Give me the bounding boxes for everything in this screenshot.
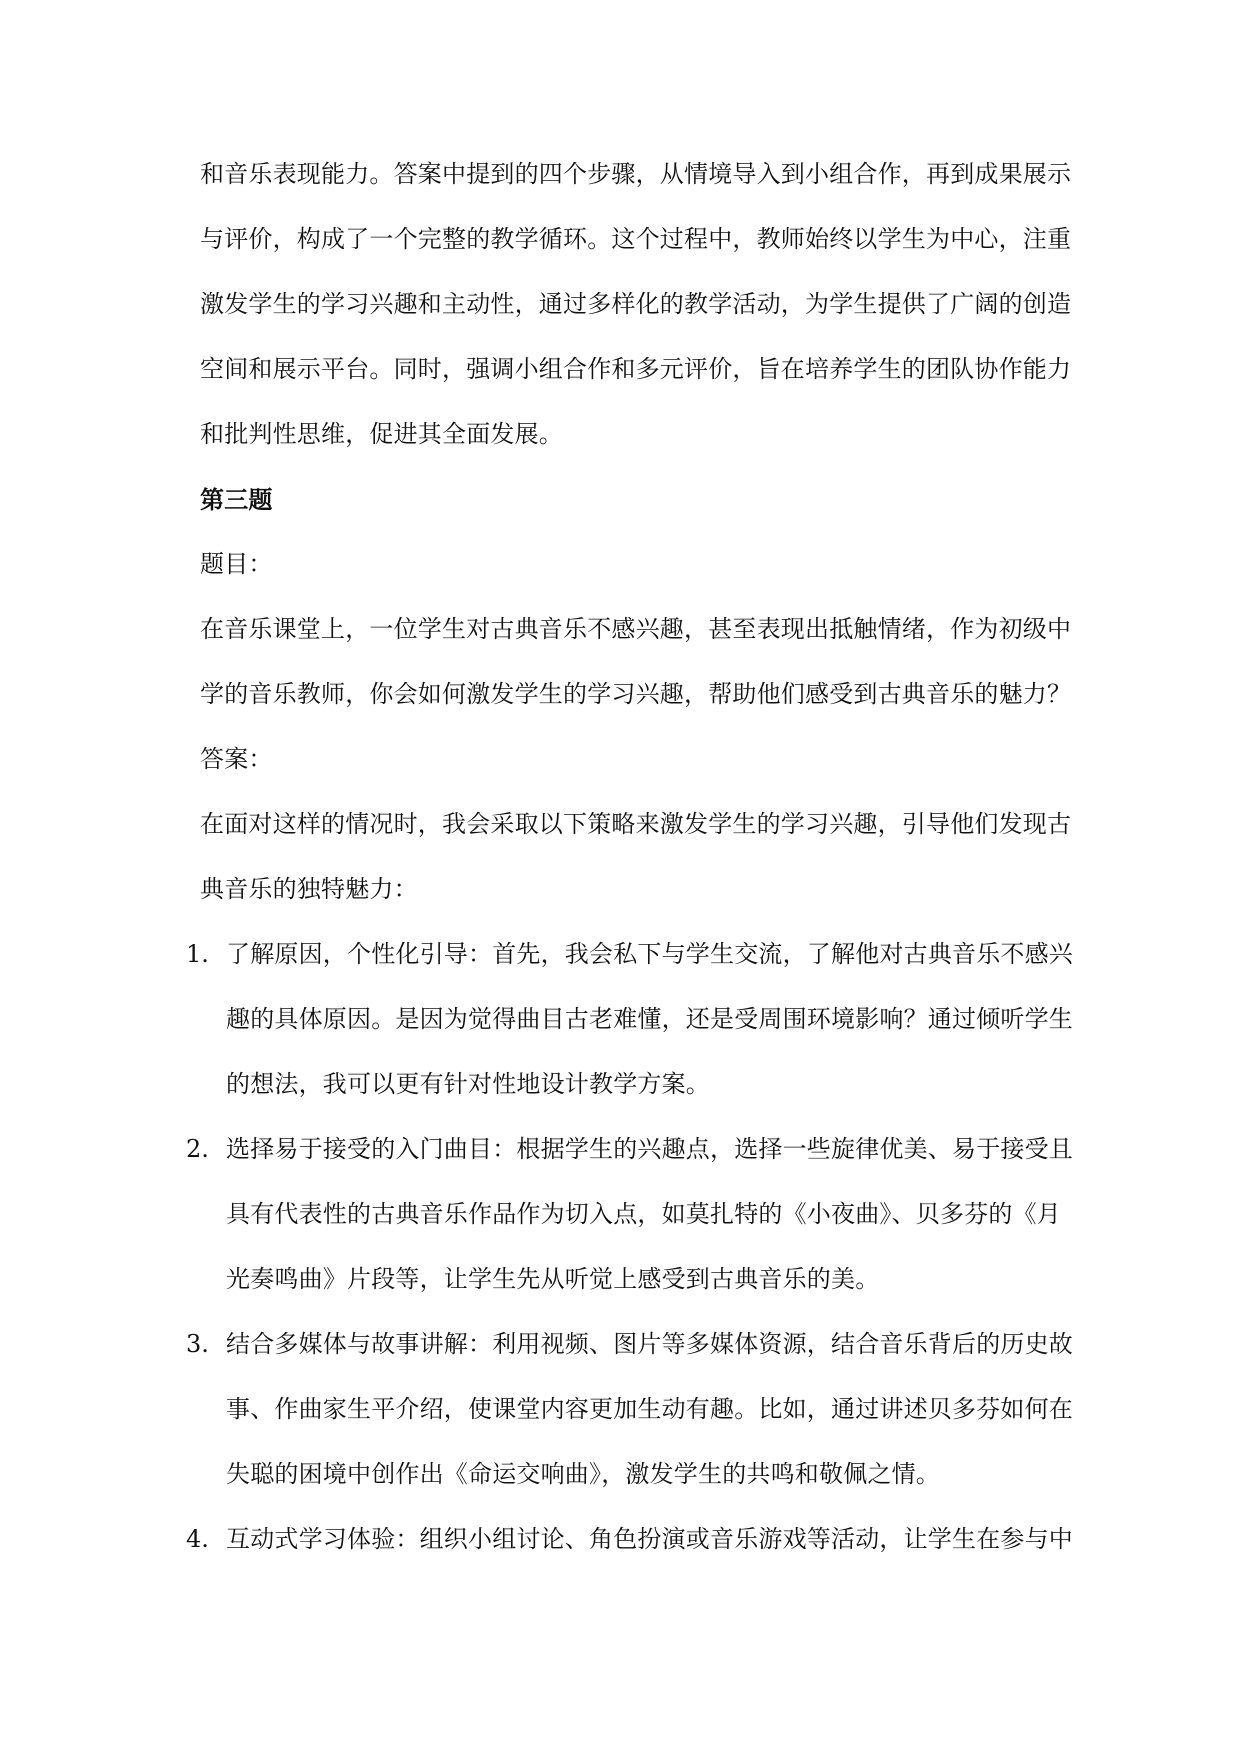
text-line: 具有代表性的古典音乐作品作为切入点，如莫扎特的《小夜曲》、贝多芬的《月: [226, 1200, 1061, 1228]
answer-intro-paragraph: [200, 792, 1080, 922]
text-line: 失聪的困境中创作出《命运交响曲》，激发学生的共鸣和敬佩之情。: [226, 1460, 940, 1488]
list-item: [186, 922, 1080, 1117]
list-item-number: 4.: [186, 1525, 209, 1553]
text-line: 的想法，我可以更有针对性地设计教学方案。: [226, 1070, 710, 1098]
list-item: [186, 1507, 1080, 1572]
strategy-list: [186, 922, 1080, 1572]
text-line: 和音乐表现能力。答案中提到的四个步骤，从情境导入到小组合作，再到成果展示: [200, 160, 1072, 188]
text-line: 学的音乐教师，你会如何激发学生的学习兴趣，帮助他们感受到古典音乐的魅力？: [200, 680, 1072, 708]
text-line: 了解原因，个性化引导：首先，我会私下与学生交流，了解他对古典音乐不感兴: [226, 940, 1073, 968]
text-line: 结合多媒体与故事讲解：利用视频、图片等多媒体资源，结合音乐背后的历史故: [226, 1330, 1073, 1358]
text-line: 激发学生的学习兴趣和主动性，通过多样化的教学活动，为学生提供了广阔的创造: [200, 290, 1072, 318]
list-item: [186, 1117, 1080, 1312]
section-title: 第三题: [200, 485, 273, 514]
text-line: 在音乐课堂上，一位学生对古典音乐不感兴趣，甚至表现出抵触情绪，作为初级中: [200, 615, 1072, 643]
text-line: 趣的具体原因。是因为觉得曲目古老难懂，还是受周围环境影响？通过倾听学生: [226, 1005, 1073, 1033]
question-paragraph: [200, 597, 1080, 727]
text-line: 在面对这样的情况时，我会采取以下策略来激发学生的学习兴趣，引导他们发现古: [200, 810, 1072, 838]
answer-label: 答案：: [200, 745, 273, 773]
list-item: [186, 1312, 1080, 1507]
text-line: 选择易于接受的入门曲目：根据学生的兴趣点，选择一些旋律优美、易于接受且: [226, 1135, 1073, 1163]
list-item-number: 2.: [186, 1135, 209, 1163]
list-item-number: 3.: [186, 1330, 209, 1358]
intro-paragraph: [200, 142, 1080, 467]
text-line: 互动式学习体验：组织小组讨论、角色扮演或音乐游戏等活动，让学生在参与中: [226, 1525, 1073, 1553]
question-label: 题目：: [200, 550, 273, 578]
text-line: 事、作曲家生平介绍，使课堂内容更加生动有趣。比如，通过讲述贝多芬如何在: [226, 1395, 1073, 1423]
list-item-number: 1.: [186, 940, 209, 968]
text-line: 光奏鸣曲》片段等，让学生先从听觉上感受到古典音乐的美。: [226, 1265, 880, 1293]
text-line: 与评价，构成了一个完整的教学循环。这个过程中，教师始终以学生为中心，注重: [200, 225, 1072, 253]
text-line: 典音乐的独特魅力：: [200, 875, 418, 903]
text-line: 空间和展示平台。同时，强调小组合作和多元评价，旨在培养学生的团队协作能力: [200, 355, 1072, 383]
text-line: 和批判性思维，促进其全面发展。: [200, 420, 563, 448]
page-content: [186, 142, 1080, 1572]
